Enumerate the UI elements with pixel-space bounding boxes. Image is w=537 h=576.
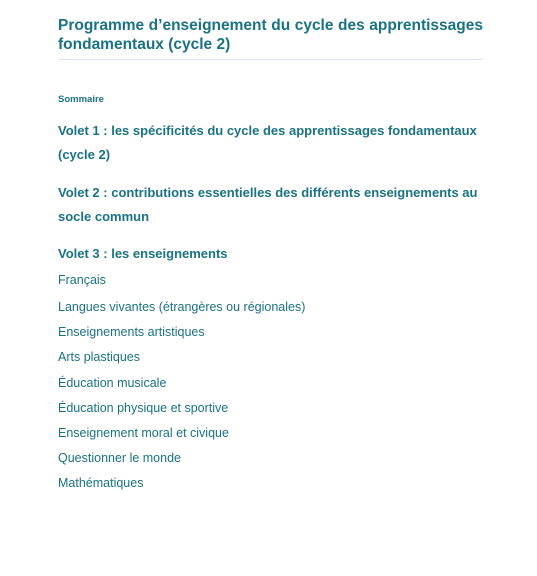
toc-link-education-musicale[interactable]: Éducation musicale (58, 375, 167, 390)
toc-link-enseignement-moral-civique[interactable]: Enseignement moral et civique (58, 426, 229, 441)
toc-link-volet-3[interactable]: Volet 3 : les enseignements (58, 246, 228, 261)
title-divider (58, 59, 483, 60)
toc-link-langues-vivantes[interactable]: Langues vivantes (étrangères ou régionales) (58, 300, 306, 314)
toc-link-enseignements-artistiques[interactable]: Enseignements artistiques (58, 325, 205, 340)
enseignements-list (58, 270, 483, 497)
toc-link-education-physique[interactable]: Éducation physique et sportive (58, 400, 229, 415)
toc-link-mathematiques[interactable]: Mathématiques (58, 476, 144, 491)
toc-link-questionner-le-monde[interactable]: Questionner le monde (58, 451, 181, 466)
toc-link-volet-1[interactable]: Volet 1 : les spécificités du cycle des apprentissages fondamentaux (cycle 2) (58, 123, 477, 162)
summary-heading: Sommaire (58, 94, 104, 105)
toc-link-arts-plastiques[interactable]: Arts plastiques (58, 350, 140, 365)
document-page (58, 0, 483, 497)
document-title: Programme d’enseignement du cycle des apprentissages fondamentaux (cycle 2) (58, 17, 483, 53)
toc-link-francais[interactable]: Français (58, 273, 106, 287)
toc-link-volet-2[interactable]: Volet 2 : contributions essentielles des différents enseignements au socle commun (58, 185, 478, 224)
